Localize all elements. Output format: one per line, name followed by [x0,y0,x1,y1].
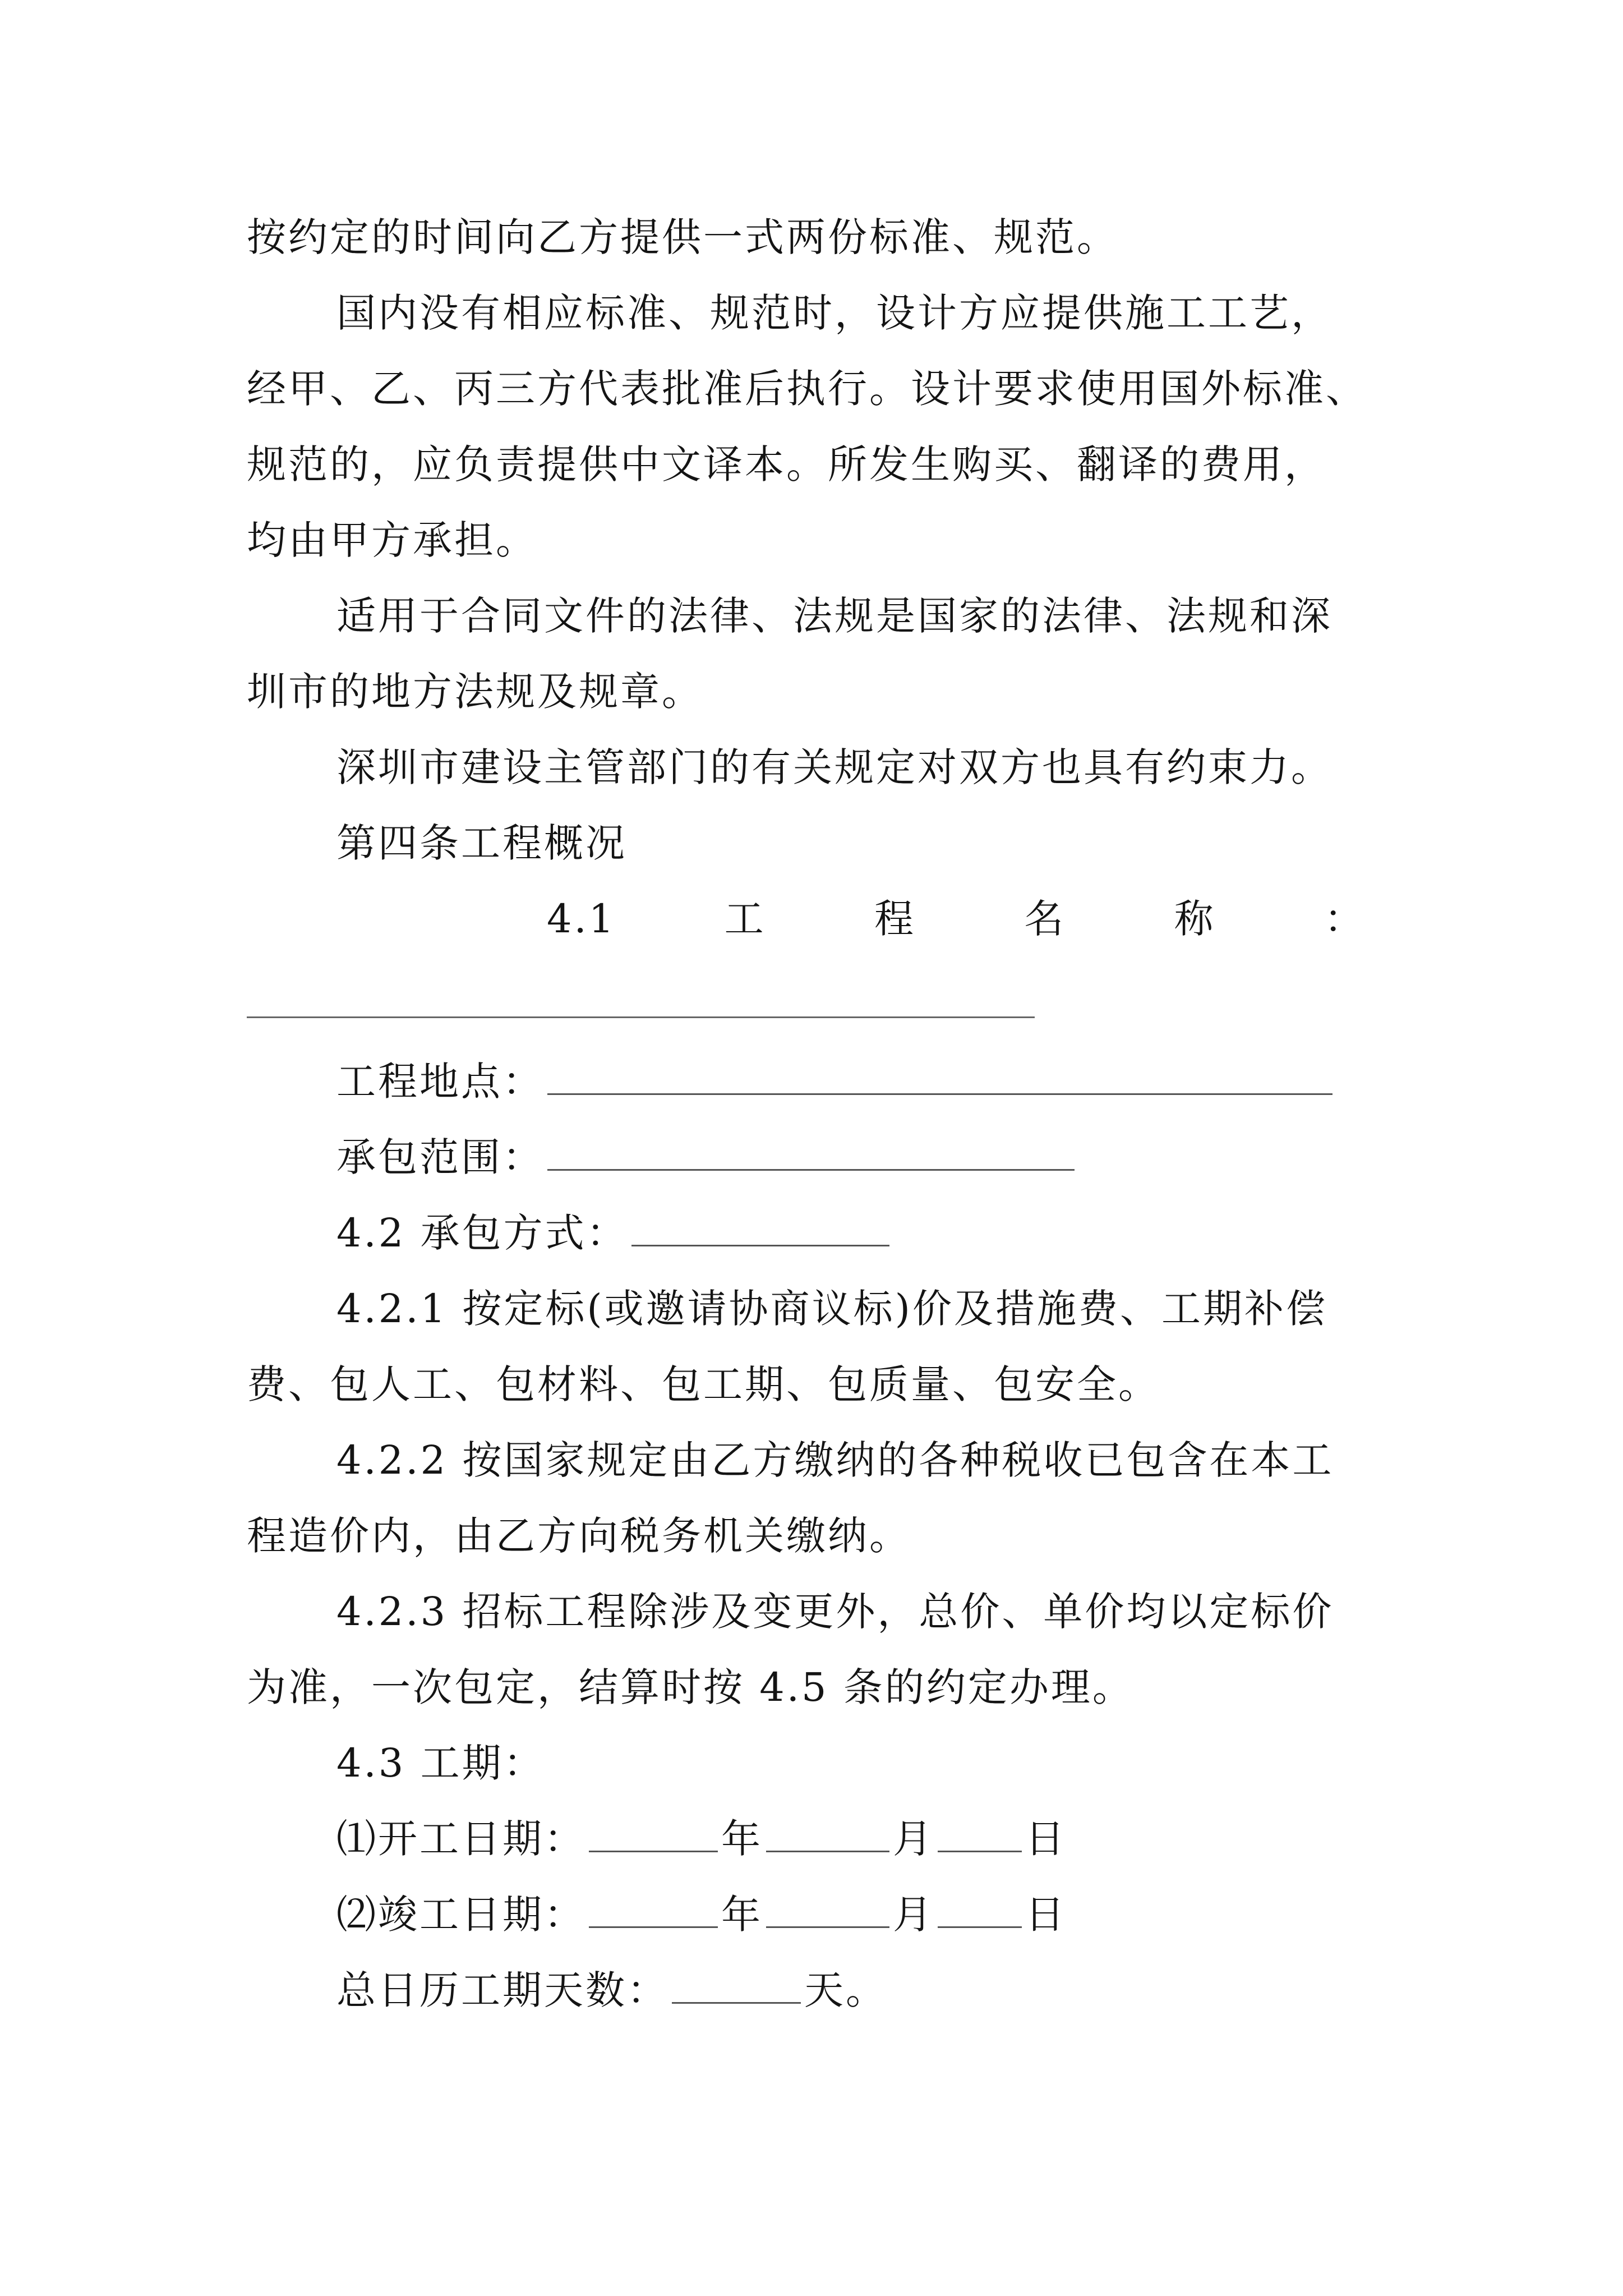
clause-line: 4.2.1 按定标(或邀请协商议标)价及措施费、工期补偿 [336,1286,1327,1332]
scope-label: 承包范围： [336,1134,544,1180]
days-unit-label: 天。 [804,1967,887,2013]
day-label: 日 [1025,1892,1067,1938]
end-date-line [336,1889,1391,1940]
clause-line: 4.2.2 按国家规定由乙方缴纳的各种税收已包含在本工 [336,1437,1334,1483]
project-name-char: 名 [1024,896,1066,942]
year-label: 年 [721,1892,763,1938]
scope-blank[interactable] [547,1138,1075,1171]
location-label: 工程地点： [336,1059,544,1105]
project-name-line [547,894,1366,944]
month-label: 月 [893,1892,934,1938]
end-year-blank[interactable] [589,1895,718,1928]
scope-line [336,1132,1391,1182]
clause-number: 4.1 [547,896,616,942]
paragraph-line: 适用于合同文件的法律、法规是国家的法律、法规和深 [336,593,1332,639]
paragraph-line: 圳市的地方法规及规章。 [247,669,703,715]
end-month-blank[interactable] [766,1895,889,1928]
project-name-char: 工 [724,896,766,942]
section-heading: 第四条工程概况 [336,820,627,866]
total-days-blank[interactable] [672,1971,801,2004]
paragraph-line: 均由甲方承担。 [247,517,537,563]
paragraph-line: 经甲、乙、丙三方代表批准后执行。设计要求使用国外标准、 [247,366,1367,412]
start-year-blank[interactable] [589,1819,718,1852]
paragraph-line: 国内没有相应标准、规范时，设计方应提供施工工艺， [336,290,1332,336]
clause-line: 4.2.3 招标工程除涉及变更外，总价、单价均以定标价 [336,1589,1334,1635]
project-name-char: 称 [1174,896,1216,942]
paragraph-line: 按约定的时间向乙方提供一式两份标准、规范。 [247,214,1118,260]
start-date-line [336,1814,1391,1864]
clause-line: 费、包人工、包材料、包工期、包质量、包安全。 [247,1361,1160,1407]
day-label: 日 [1025,1816,1067,1862]
clause-line: 程造价内，由乙方向税务机关缴纳。 [247,1513,911,1559]
total-days-label: 总日历工期天数： [336,1967,668,2013]
month-label: 月 [893,1816,934,1862]
project-name-blank[interactable] [247,1016,1035,1018]
project-name-char: 程 [874,896,916,942]
location-line [336,1056,1391,1107]
start-month-blank[interactable] [766,1819,889,1852]
year-label: 年 [721,1816,763,1862]
end-date-label: ⑵竣工日期： [336,1892,585,1938]
schedule-heading: 4.3 工期： [336,1740,545,1786]
contract-mode-line [336,1208,1391,1258]
contract-mode-blank[interactable] [631,1213,889,1246]
start-day-blank[interactable] [938,1819,1022,1852]
project-name-char: ： [1324,896,1366,942]
total-days-line [336,1965,1391,2016]
clause-line: 为准，一次包定，结算时按 4.5 条的约定办理。 [247,1664,1134,1710]
location-blank[interactable] [547,1062,1332,1095]
start-date-label: ⑴开工日期： [336,1816,585,1862]
end-day-blank[interactable] [938,1895,1022,1928]
paragraph-line: 规范的，应负责提供中文译本。所发生购买、翻译的费用， [247,441,1326,487]
paragraph-line: 深圳市建设主管部门的有关规定对双方也具有约束力。 [336,744,1332,790]
contract-mode-label: 4.2 承包方式： [336,1210,628,1256]
